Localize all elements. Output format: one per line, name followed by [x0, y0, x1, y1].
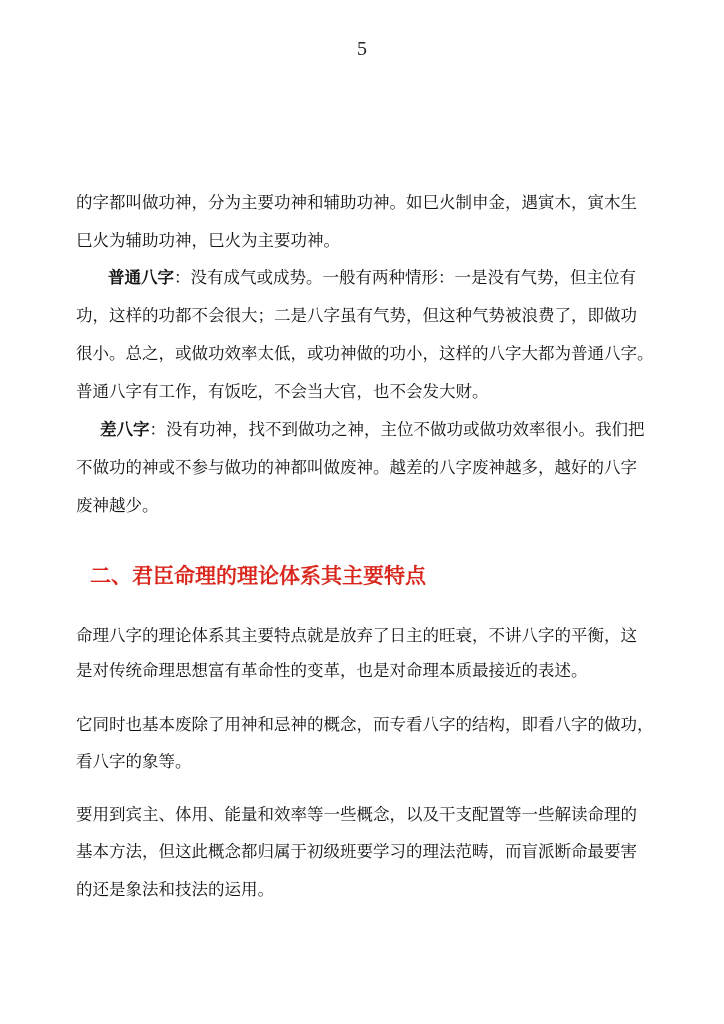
paragraph-line: 命理八字的理论体系其主要特点就是放弃了日主的旺衰，不讲八字的平衡，这 — [76, 626, 637, 645]
paragraph-line: 功，这样的功都不会很大；二是八字虽有气势，但这种气势被浪费了，即做功 — [76, 306, 637, 325]
paragraph-line: 看八字的象等。 — [76, 752, 192, 771]
paragraph-line: 普通八字有工作，有饭吃，不会当大官，也不会发大财。 — [76, 382, 489, 401]
paragraph-line: 基本方法，但这此概念都归属于初级班要学习的理法范畴，而盲派断命最要害 — [76, 842, 637, 861]
term-label: 差八字 — [100, 420, 150, 439]
page-number: 5 — [357, 38, 367, 60]
paragraph-line: 巳火为辅助功神，巳火为主要功神。 — [76, 231, 340, 250]
paragraph-line: 是对传统命理思想富有革命性的变革，也是对命理本质最接近的表述。 — [76, 661, 588, 680]
term-label: 普通八字 — [108, 268, 174, 287]
paragraph-line: 不做功的神或不参与做功的神都叫做废神。越差的八字废神越多，越好的八字 — [76, 458, 637, 477]
term-definition: ：没有成气或成势。一般有两种情形：一是没有气势，但主位有 — [174, 268, 636, 287]
paragraph-line: 废神越少。 — [76, 496, 159, 515]
paragraph-line — [108, 266, 708, 290]
paragraph-line — [100, 418, 700, 442]
paragraph-line: 它同时也基本废除了用神和忌神的概念，而专看八字的结构，即看八字的做功， — [76, 715, 654, 734]
term-definition: ：没有功神，找不到做功之神，主位不做功或做功效率很小。我们把 — [149, 420, 645, 439]
section-heading: 二、君臣命理的理论体系其主要特点 — [90, 564, 426, 588]
paragraph-line: 很小。总之，或做功效率太低，或功神做的功小，这样的八字大都为普通八字。 — [76, 344, 654, 363]
paragraph-line: 的字都叫做功神，分为主要功神和辅助功神。如巳火制申金，遇寅木，寅木生 — [76, 193, 637, 212]
paragraph-line: 的还是象法和技法的运用。 — [76, 880, 274, 899]
paragraph-line: 要用到宾主、体用、能量和效率等一些概念，以及干支配置等一些解读命理的 — [76, 805, 637, 824]
